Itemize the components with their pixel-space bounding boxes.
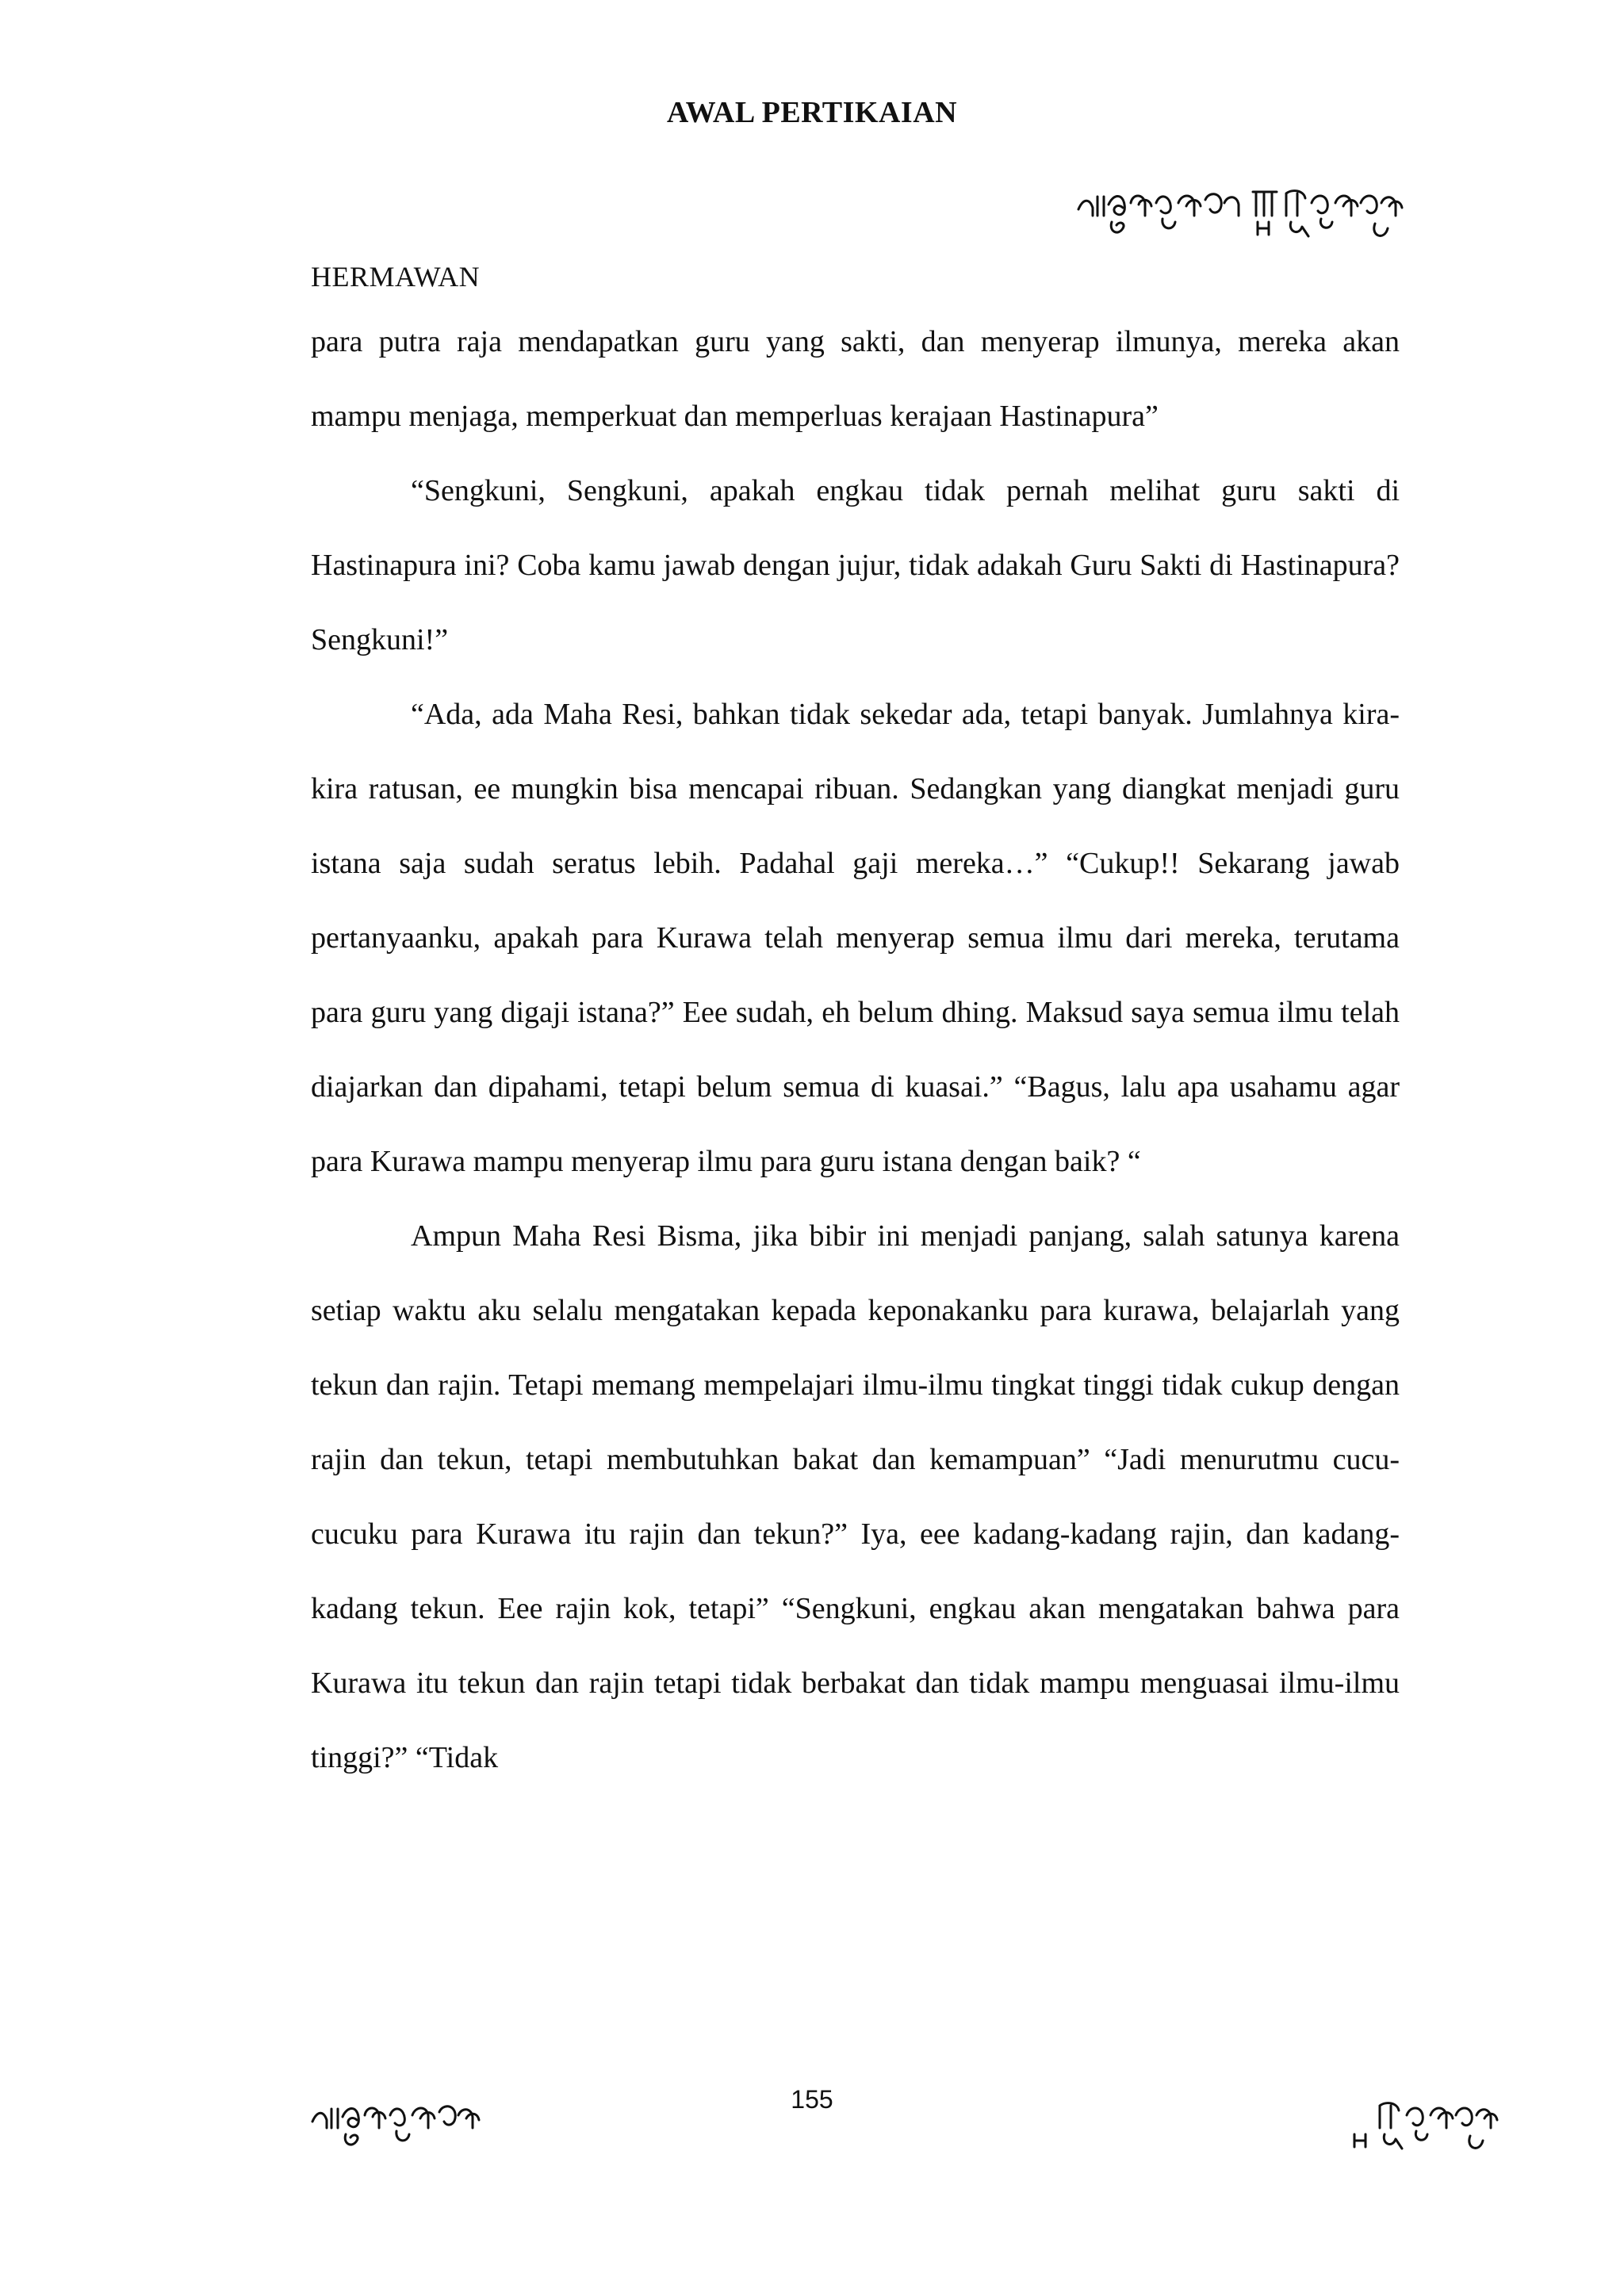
body-text bbox=[311, 304, 1400, 1795]
paragraph: “Ada, ada Maha Resi, bahkan tidak sekedar ada, tetapi banyak. Jumlahnya kira-kira ratusan, ee mungkin bisa mencapai ribuan. Sedangkan yang diangkat menjadi guru istana saja sudah seratus lebih. Padahal gaji mereka…” “Cukup!! Sekarang jawab pertanyaanku, apakah para Kurawa telah menyerap semua ilmu dari mereka, terutama para guru yang digaji istana?” Eee sudah, eh belum dhing. Maksud saya semua ilmu telah diajarkan dan dipahami, tetapi belum semua di kuasai.” “Bagus, lalu apa usahamu agar para Kurawa mampu menyerap ilmu para guru istana dengan baik? “ bbox=[311, 698, 1400, 1178]
author-name: HERMAWAN bbox=[311, 261, 481, 293]
page-number: 155 bbox=[791, 2085, 833, 2114]
paragraph: para putra raja mendapatkan guru yang sakti, dan menyerap ilmunya, mereka akan mampu menjaga, memperkuat dan memperluas kerajaan Hastinapura” bbox=[311, 325, 1400, 433]
paragraph: “Sengkuni, Sengkuni, apakah engkau tidak pernah melihat guru sakti di Hastinapura ini? Coba kamu jawab dengan jujur, tidak adakah Guru Sakti di Hastinapura? Sengkuni!” bbox=[311, 474, 1400, 656]
paragraph: Ampun Maha Resi Bisma, jika bibir ini menjadi panjang, salah satunya karena setiap waktu aku selalu mengatakan kepada keponakanku para kurawa, belajarlah yang tekun dan rajin. Tetapi memang mempelajari ilmu-ilmu tingkat tinggi tidak cukup dengan rajin dan tekun, tetapi membutuhkan bakat dan kemampuan” “Jadi menurutmu cucu-cucuku para Kurawa itu rajin dan tekun?” Iya, eee kadang-kadang rajin, dan kadang-kadang tekun. Eee rajin kok, tetapi” “Sengkuni, engkau akan mengatakan bahwa para Kurawa itu tekun dan rajin tetapi tidak berbakat dan tidak mampu menguasai ilmu-ilmu tinggi?” “Tidak bbox=[311, 1219, 1400, 1774]
javanese-script-footer-right-icon bbox=[1348, 2093, 1554, 2169]
javanese-script-header-icon bbox=[1074, 181, 1407, 257]
javanese-script-footer-left-icon bbox=[308, 2093, 506, 2169]
page-title: AWAL PERTIKAIAN bbox=[666, 96, 958, 129]
